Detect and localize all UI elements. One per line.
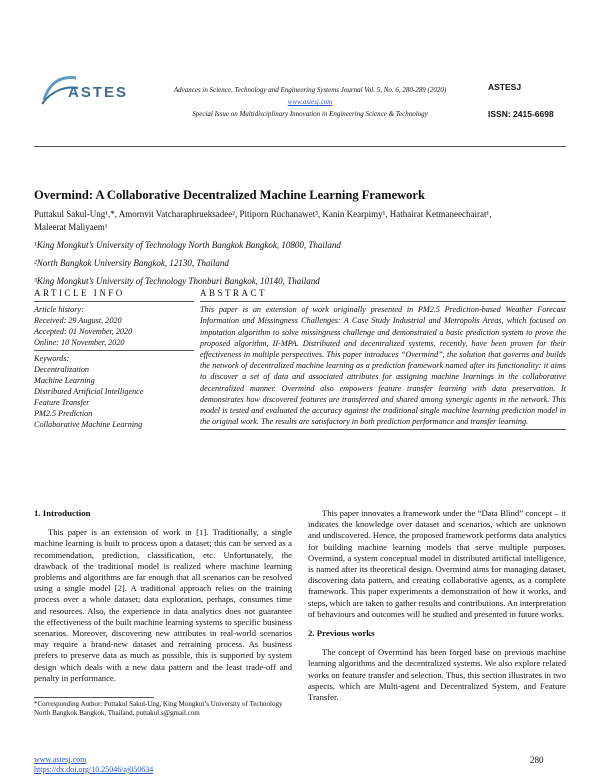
logo-text: ASTES <box>68 84 129 101</box>
affiliation-1: ¹King Mongkut’s University of Technology North Bangkok Bangkok, 10800, Thailand <box>34 240 341 250</box>
section-1-title: 1. Introduction <box>34 508 91 518</box>
section-1-paragraph: This paper is an extension of work in [1]. Traditionally, a single machine learning is built to process upon a dataset; this can be served as a recommendation, prediction, classification, etc. Unfortunately, the drawback of the traditional model is realized where machine learning problems and algorithms are far enough that all scenarios can be resolved using a single model [2]. A traditional approach relies on the training process over a whole dataset; data exploration, perhaps, consumes time and resources. Also, the experience in data analytics does not guarantee the effectiveness of the built machine learning systems to specific business scenarios. Moreover, discovering new attributes in real-world scenarios may require a brand-new dataset and retraining process. As business prefers to preserve data as much as possible, this is supported by system design which deals with a new data pattern and the least trade-off and penalty in performance. <box>34 527 292 683</box>
article-info-heading: ARTICLE INFO <box>34 288 125 298</box>
paper-title: Overmind: A Collaborative Decentralized Machine Learning Framework <box>34 188 425 202</box>
left-column <box>34 508 292 684</box>
header-divider <box>34 146 566 147</box>
issn: ISSN: 2415-6698 <box>488 109 554 119</box>
author-list <box>34 208 564 234</box>
accepted-date: Accepted: 01 November, 2020 <box>34 327 133 336</box>
page-number: 280 <box>530 755 544 765</box>
right-column <box>308 508 566 703</box>
keywords-label: Keywords: <box>34 354 70 363</box>
corresponding-author-footnote: *Corresponding Author: Puttakul Sakul-Ung, King Mongkut’s University of Technology North Bangkok Bangkok, Thailand, puttakul.s@gmail.com <box>34 700 283 717</box>
journal-abbr: ASTESJ <box>488 82 522 92</box>
journal-url-link[interactable]: www.astesj.com <box>287 98 333 106</box>
online-date: Online: 10 November, 2020 <box>34 338 125 347</box>
info-rule-mid <box>34 350 194 351</box>
abstract-heading: ABSTRACT <box>200 288 268 298</box>
keyword: Feature Transfer <box>34 398 90 407</box>
keyword: Collaborative Machine Learning <box>34 420 143 429</box>
doi-link[interactable]: https://dx.doi.org/10.25046/aj050634 <box>34 765 154 774</box>
special-issue-line: Special Issue on Multidisciplinary Innovation in Engineering Science & Technology <box>192 110 428 118</box>
info-rule-top <box>34 301 194 302</box>
abstract-text: This paper is an extension of work originally presented in PM2.5 Prediction-based Weather Forecast Information and Missingness Challenges: A Case Study Industrial and Metropolis Areas, which focused on imputation algorithm to solve missingness challenge and demonstrated a basic prediction system to prove the proposed algorithm, II-MPA. Distributed and decentralized systems, recently, have been proven for their effectiveness in multiple perspectives. This paper introduces “Overmind”, the solution that governs and builds the network of decentralized machine learning as a prediction framework named after its functionality: it aims to discover a set of data and associated attributes for assigning machine learnings in the collaborative decentralized manner. Overmind also empowers feature transfer learning with data preservation. It demonstrates how discovered features are transferred and shared among synergic agents in the network. This model is tested and evaluated the accuracy against the traditional single machine learning prediction model in the original work. The results are satisfactory in both prediction performance and transfer learning. <box>200 305 566 427</box>
section-2-title: 2. Previous works <box>308 628 375 639</box>
footer-links <box>34 755 153 775</box>
keyword: Machine Learning <box>34 376 95 385</box>
footnote-rule <box>34 697 154 698</box>
keyword: PM2.5 Prediction <box>34 409 93 418</box>
affiliation-3: ³King Mongkut’s University of Technology Thonburi Bangkok, 10140, Thailand <box>34 276 320 286</box>
intro-paragraph-2: This paper innovates a framework under the “Data Blind” concept – it indicates the knowledge over dataset and scenarios, which are unknown and undiscovered. Hence, the proposed framework performs data analytics for building machine learning models that serve multiple purposes. Overmind, a system conceptual model in distributed artificial intelligence, is named after its theoretical design. Overmind aims for managing dataset, discovering data pattern, and creating collaborative agents, as a complete framework. This paper experiments a demonstration of how it works, and steps, which are taken to gather results and contributions. An interpretation of behaviours and outcomes will be studied and presented in future works. <box>308 508 566 619</box>
astes-logo <box>40 70 140 110</box>
journal-header <box>140 84 480 120</box>
journal-id-block <box>488 82 568 136</box>
section-2-paragraph: The concept of Overmind has been forged base on previous machine learning algorithms and the decentralized systems. We also explore related works on feature transfer and selection. Thus, this section illustrates in two aspects, which are Multi-agent and Decentralized System, and Feature Transfer. <box>308 647 566 703</box>
received-date: Received: 29 August, 2020 <box>34 316 122 325</box>
article-info <box>34 288 194 430</box>
abstract <box>200 288 566 432</box>
footer-url-link[interactable]: www.astesj.com <box>34 755 87 764</box>
abstract-rule-bottom <box>200 429 566 430</box>
history-label: Article history: <box>34 305 84 314</box>
keyword: Distributed Artificial Intelligence <box>34 387 144 396</box>
authors-line-2: Maleerat Maliyaem¹ <box>34 222 108 232</box>
affiliation-2: ²North Bangkok University Bangkok, 12130, Thailand <box>34 258 229 268</box>
abstract-rule-top <box>200 301 566 302</box>
keyword: Decentralization <box>34 365 90 374</box>
authors-line-1: Puttakul Sakul-Ung¹,*, Amornvit Vatcharaphrueksadee², Pitiporn Ruchanawet³, Kanin Kearpimy¹, Hathairat Ketmaneechairat¹, <box>34 209 492 219</box>
journal-line: Advances in Science, Technology and Engineering Systems Journal Vol. 5, No. 6, 280-289 (2020) <box>173 86 447 94</box>
